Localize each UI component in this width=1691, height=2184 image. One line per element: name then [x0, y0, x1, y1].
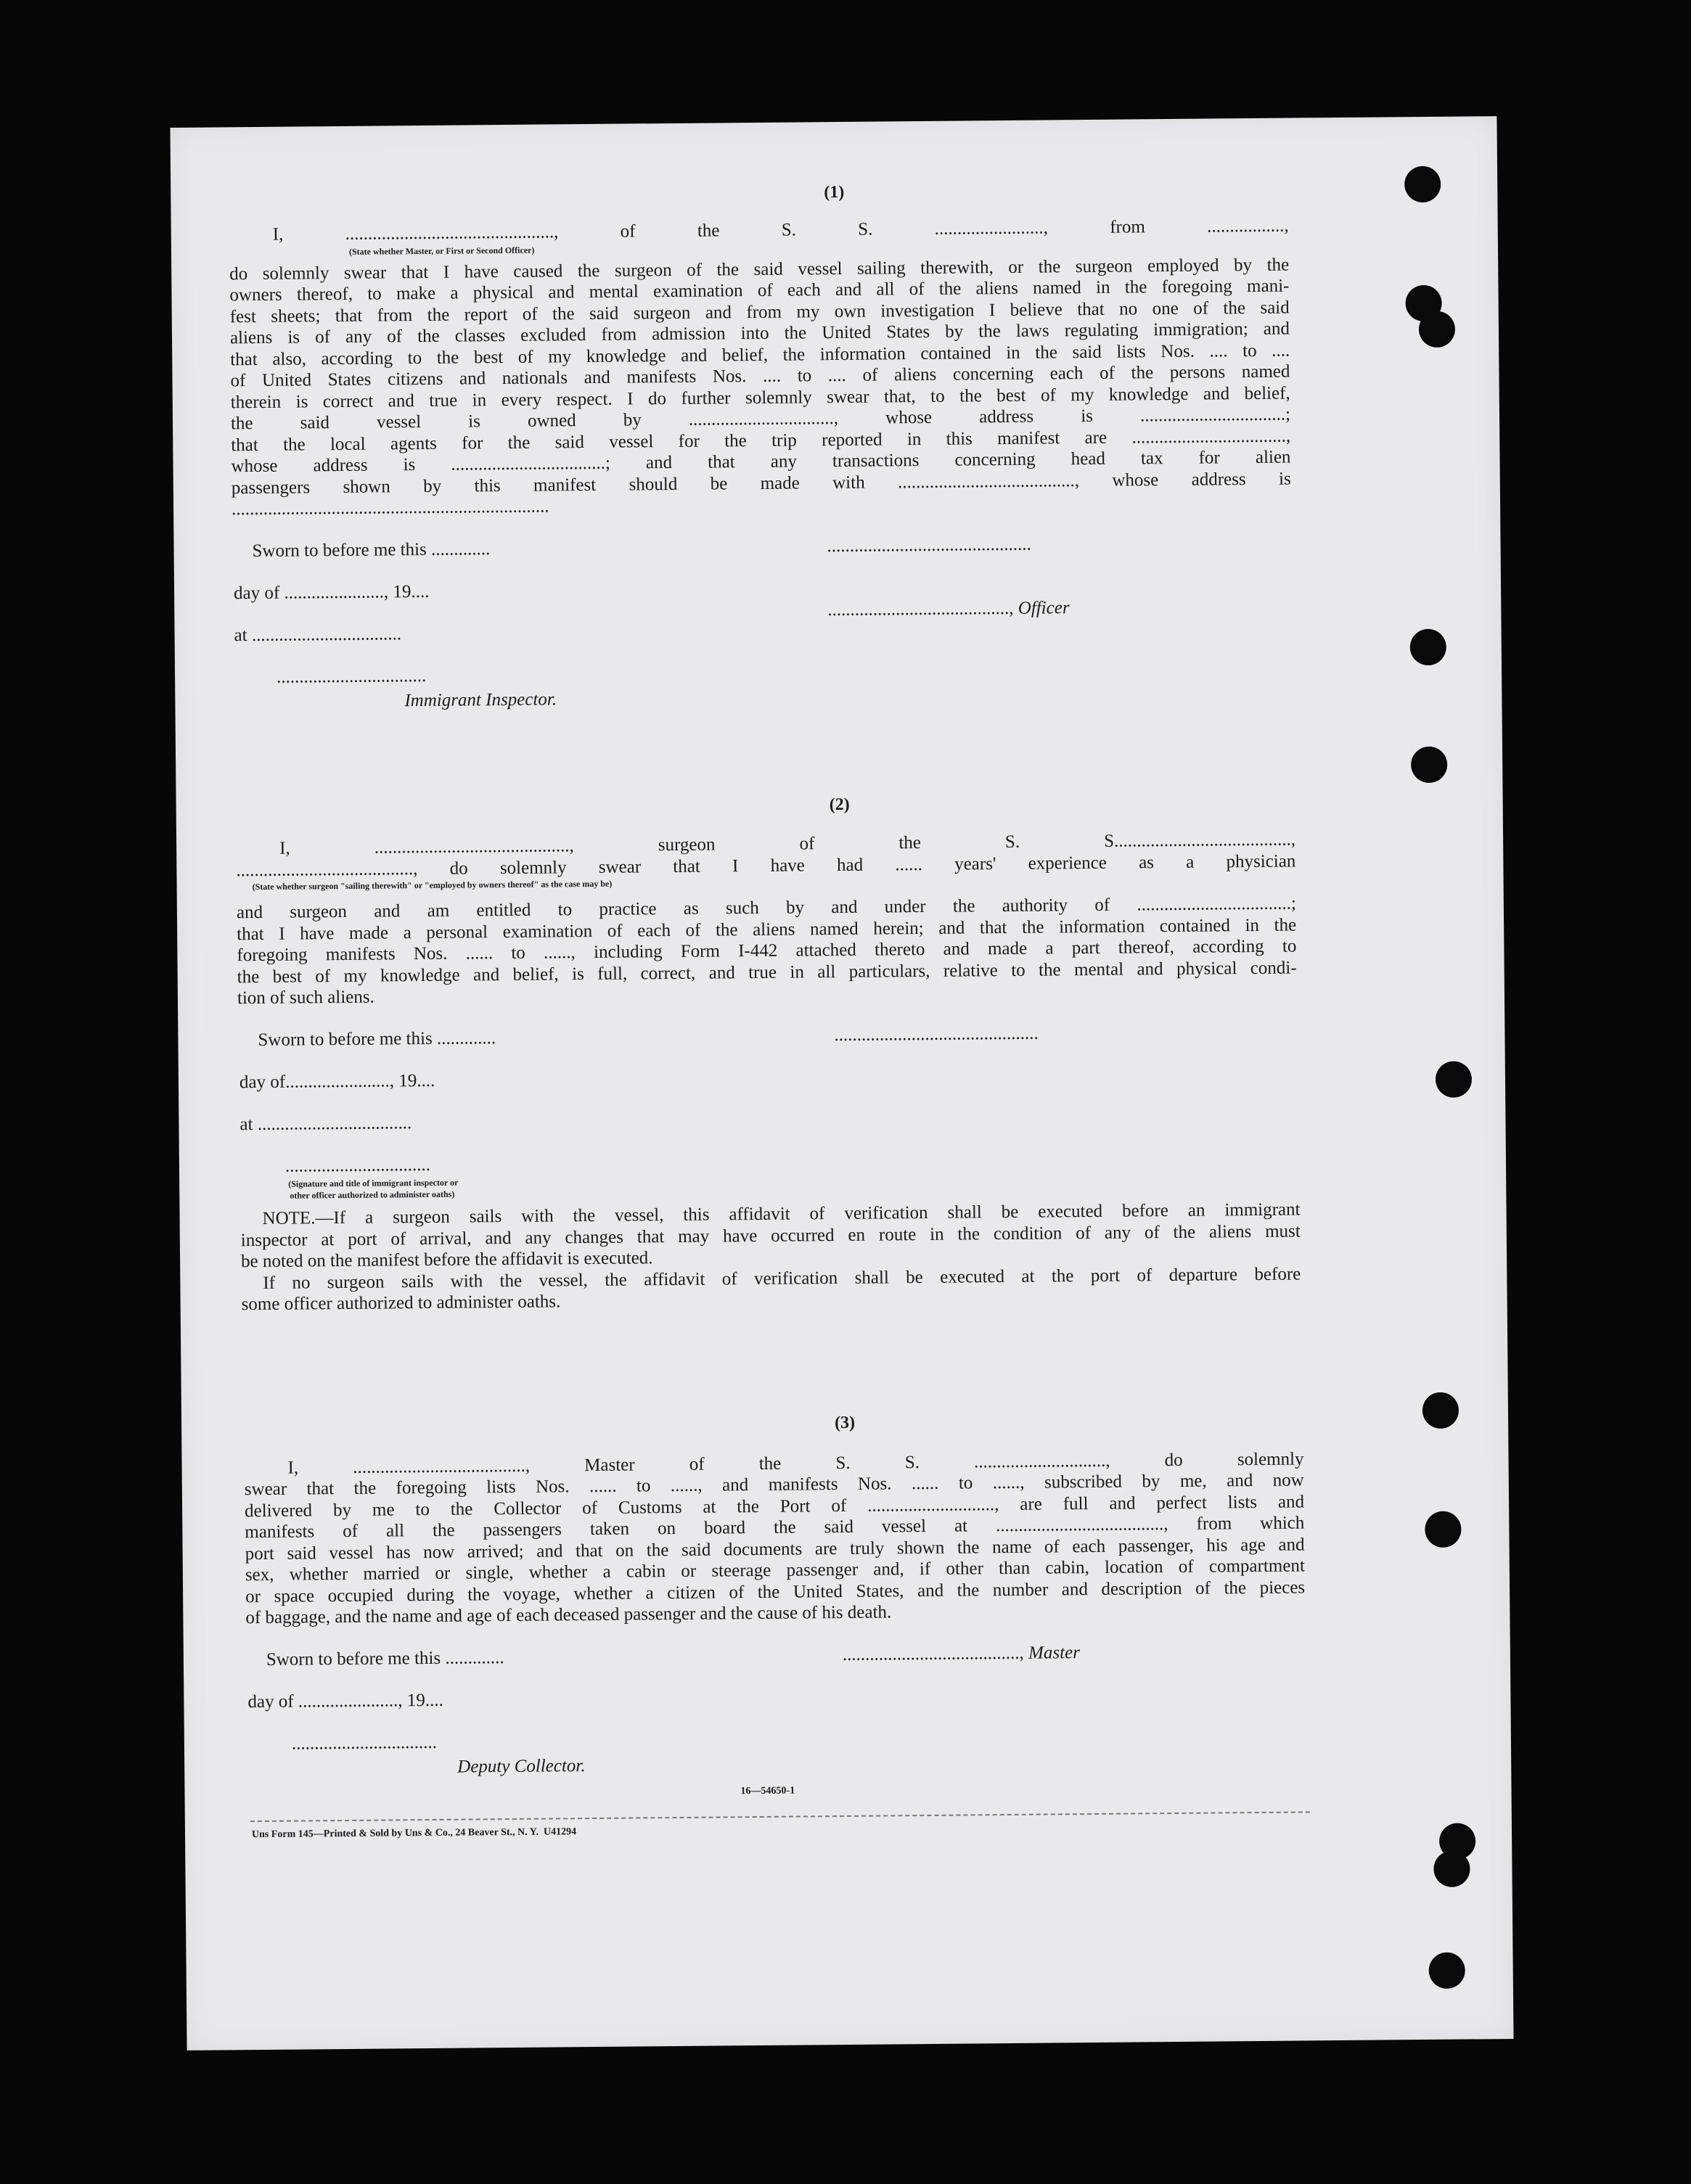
- s1-body-line: therein is correct and true in every respect. I do further solemnly swear that, to the best of my knowledge and belief,: [230, 383, 1290, 413]
- section-3-heading: (3): [834, 1413, 856, 1433]
- s3-body-line: swear that the foregoing lists Nos. ...... to ......, and manifests Nos. ...... to ......, subscribed by me, and now: [244, 1470, 1304, 1500]
- section-2-heading: (2): [829, 795, 850, 815]
- s2-surgeon-note: (State whether surgeon "sailing therewith" or "employed by owners thereof" as the case may be): [252, 878, 613, 892]
- s1-body-line: the said vessel is owned by ................................, whose address is ................................;: [230, 404, 1291, 434]
- punch-hole: [1419, 311, 1455, 348]
- s2-body-line: foregoing manifests Nos. ...... to ......, including Form I-442 attached thereto and made a part thereof, according to: [237, 936, 1297, 966]
- manifest-affidavit-page: [170, 116, 1513, 2050]
- s1-body-line: aliens is of any of the classes excluded from admission into the United States by the laws regulating immigration; and: [229, 319, 1290, 348]
- punch-hole: [1436, 1061, 1472, 1097]
- punch-hole: [1425, 1511, 1461, 1548]
- s1-at-line: at .................................: [234, 624, 402, 646]
- s3-body-line: port said vessel has now arrived; and that on the said documents are truly shown the name of each passenger, his age and: [245, 1535, 1305, 1564]
- s2-body-line: that I have made a personal examination of each of the aliens named herein; and that the information contained in the: [237, 915, 1297, 945]
- s3-sworn-line: Sworn to before me this .............: [266, 1648, 504, 1670]
- s1-first-line: I, .............................................., of the S. S. ........................, from .................,: [272, 215, 1289, 245]
- s1-officer-line: [827, 597, 1070, 620]
- s1-body-line: that the local agents for the said vessel for the trip reported in this manifest are ..................................,: [231, 426, 1291, 456]
- s3-deputy-dots: ................................: [291, 1732, 438, 1754]
- s3-master-dots: .......................................,: [842, 1643, 1029, 1665]
- s1-body-line: fest sheets; that from the report of the said surgeon and from my own investigation I believe that no one of the said: [229, 297, 1290, 327]
- s2-note-line: NOTE.—If a surgeon sails with the vessel, this affidavit of verification shall be executed before an immigrant: [262, 1199, 1301, 1228]
- s2-note-line: inspector at port of arrival, and any changes that may have occurred en route in the condition of any of the aliens must: [240, 1221, 1301, 1251]
- s2-inspector-dots: ................................: [284, 1154, 431, 1176]
- s1-inspector-dots: .................................: [276, 665, 427, 687]
- s2-note-line: be noted on the manifest before the affidavit is executed.: [240, 1248, 653, 1272]
- s3-body-line: delivered by me to the Collector of Customs at the Port of ............................, are full and perfect lists and: [244, 1492, 1305, 1522]
- s3-body-line: sex, whether married or single, whether a cabin or steerage passenger and, if other than cabin, location of compartment: [245, 1556, 1305, 1585]
- s3-deputy-label: Deputy Collector.: [457, 1756, 586, 1777]
- s1-officer-dots: ........................................,: [827, 598, 1018, 620]
- printer-footer: Uns Form 145—Printed & Sold by Uns & Co., 24 Beaver St., N. Y. U41294: [251, 1826, 577, 1841]
- s1-officer-label: Officer: [1018, 598, 1070, 618]
- punch-hole: [1433, 1850, 1470, 1887]
- s3-body-line: or space occupied during the voyage, whether a citizen of the United States, and the number and description of the pieces: [245, 1577, 1306, 1607]
- s1-day-line: day of ......................, 19....: [233, 581, 430, 604]
- s1-body-line: owners thereof, to make a physical and mental examination of each and all of the aliens named in the foregoing mani-: [229, 276, 1290, 305]
- s2-inspector-note-2: other officer authorized to administer oaths): [290, 1189, 455, 1201]
- s1-inspector-label: Immigrant Inspector.: [404, 689, 557, 711]
- s3-body-line: manifests of all the passengers taken on board the said vessel at ....................................., from which: [245, 1513, 1305, 1543]
- s2-body-line: and surgeon and am entitled to practice as such by and under the authority of ..................................;: [236, 893, 1296, 923]
- section-1-heading: (1): [824, 182, 845, 202]
- s1-body-line: of United States citizens and nationals and manifests Nos. .... to .... of aliens concerning each of the persons named: [230, 361, 1290, 391]
- s2-body-line: the best of my knowledge and belief, is full, correct, and true in all particulars, relative to the mental and physical condi-: [237, 958, 1297, 988]
- s2-note-line: some officer authorized to administer oaths.: [241, 1292, 561, 1315]
- s3-master-line: [843, 1642, 1080, 1665]
- s3-master-label: Master: [1028, 1643, 1081, 1663]
- s3-body-line: I, ......................................, Master of the S. S. ............................., do solemnly: [287, 1449, 1304, 1478]
- s2-second-line: ......................................., do solemnly swear that I have had ...... years' experience as a physician: [236, 851, 1296, 881]
- s2-inspector-note-1: (Signature and title of immigrant inspector or: [288, 1177, 459, 1189]
- s2-note-line: If no surgeon sails with the vessel, the affidavit of verification shall be executed at the port of departure before: [263, 1264, 1301, 1293]
- s3-day-line: day of ......................, 19....: [247, 1690, 443, 1712]
- punch-hole: [1428, 1953, 1465, 1989]
- form-code: 16—54650-1: [740, 1785, 795, 1797]
- punch-hole: [1410, 629, 1446, 665]
- s1-officer-note: (State whether Master, or First or Second Officer): [348, 245, 535, 257]
- s1-body-line: do solemnly swear that I have caused the surgeon of the said vessel sailing therewith, or the surgeon employed by the: [229, 255, 1290, 284]
- s2-body-line: tion of such aliens.: [237, 987, 374, 1009]
- s2-day-line: day of......................., 19....: [239, 1070, 435, 1093]
- s3-body-line: of baggage, and the name and age of each deceased passenger and the cause of his death.: [245, 1602, 892, 1628]
- s1-body-line: that also, according to the best of my knowledge and belief, the information contained in the said lists Nos. .... to ....: [230, 340, 1290, 370]
- footer-divider: [250, 1811, 1310, 1822]
- s2-at-line: at ..................................: [239, 1113, 412, 1135]
- s1-body-line: ......................................................................: [231, 496, 549, 520]
- s2-first-line: I, ..........................................., surgeon of the S. S.......................................,: [279, 829, 1296, 858]
- s1-sworn-line: Sworn to before me this .............: [252, 539, 491, 562]
- s1-signature-line: .............................................: [827, 534, 1031, 557]
- punch-hole: [1411, 747, 1447, 783]
- s1-body-line: whose address is ..................................; and that any transactions concerning head tax for alien: [231, 447, 1291, 477]
- s2-signature-line: .............................................: [834, 1023, 1039, 1046]
- s2-sworn-line: Sworn to before me this .............: [258, 1028, 496, 1051]
- s1-body-line: passengers shown by this manifest should be made with ......................................., whose address is: [231, 469, 1291, 498]
